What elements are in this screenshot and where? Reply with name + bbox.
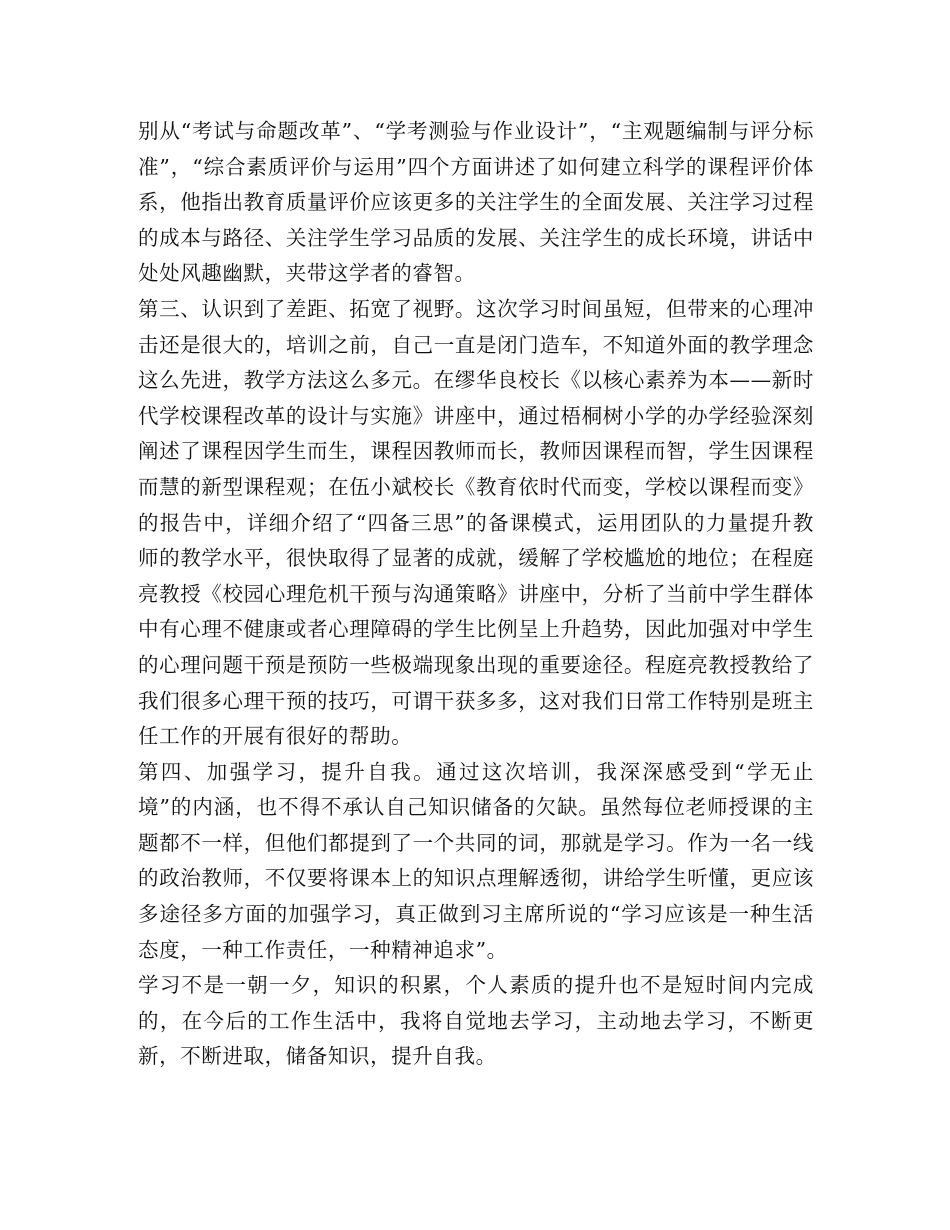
paragraph-fourth-point: 第四、加强学习，提升自我。通过这次培训，我深深感受到“学无止境”的内涵，也不得不承认自己知识储备的欠缺。虽然每位老师授课的主题都不一样，但他们都提到了一个共同的词，那就是学习。作为一名一线的政治教师，不仅要将课本上的知识点理解透彻，讲给学生听懂，更应该多途径多方面的加强学习，真正做到习主席所说的“学习应该是一种生活态度，一种工作责任，一种精神追求”。 [138, 759, 814, 962]
document-body [138, 114, 814, 1075]
paragraph-conclusion: 学习不是一朝一夕，知识的积累，个人素质的提升也不是短时间内完成的，在今后的工作生活中，我将自觉地去学习，主动地去学习，不断更新，不断进取，储备知识，提升自我。 [138, 973, 814, 1069]
paragraph-evaluation-system: 别从“考试与命题改革”、“学考测验与作业设计”，“主观题编制与评分标准”，“综合素质评价与运用”四个方面讲述了如何建立科学的课程评价体系，他指出教育质量评价应该更多的关注学生的全面发展、关注学习过程的成本与路径、关注学生学习品质的发展、关注学生的成长环境，讲话中处处风趣幽默，夹带这学者的睿智。 [138, 119, 814, 286]
paragraph-third-point: 第三、认识到了差距、拓宽了视野。这次学习时间虽短，但带来的心理冲击还是很大的，培训之前，自己一直是闭门造车，不知道外面的教学理念这么先进，教学方法这么多元。在缪华良校长《以核心素养为本——新时代学校课程改革的设计与实施》讲座中，通过梧桐树小学的办学经验深刻阐述了课程因学生而生，课程因教师而长，教师因课程而智，学生因课程而慧的新型课程观；在伍小斌校长《教育依时代而变，学校以课程而变》的报告中，详细介绍了“四备三思”的备课模式，运用团队的力量提升教师的教学水平，很快取得了显著的成就，缓解了学校尴尬的地位；在程庭亮教授《校园心理危机干预与沟通策略》讲座中，分析了当前中学生群体中有心理不健康或者心理障碍的学生比例呈上升趋势，因此加强对中学生的心理问题干预是预防一些极端现象出现的重要途径。程庭亮教授教给了我们很多心理干预的技巧，可谓干获多多，这对我们日常工作特别是班主任工作的开展有很好的帮助。 [138, 296, 814, 749]
